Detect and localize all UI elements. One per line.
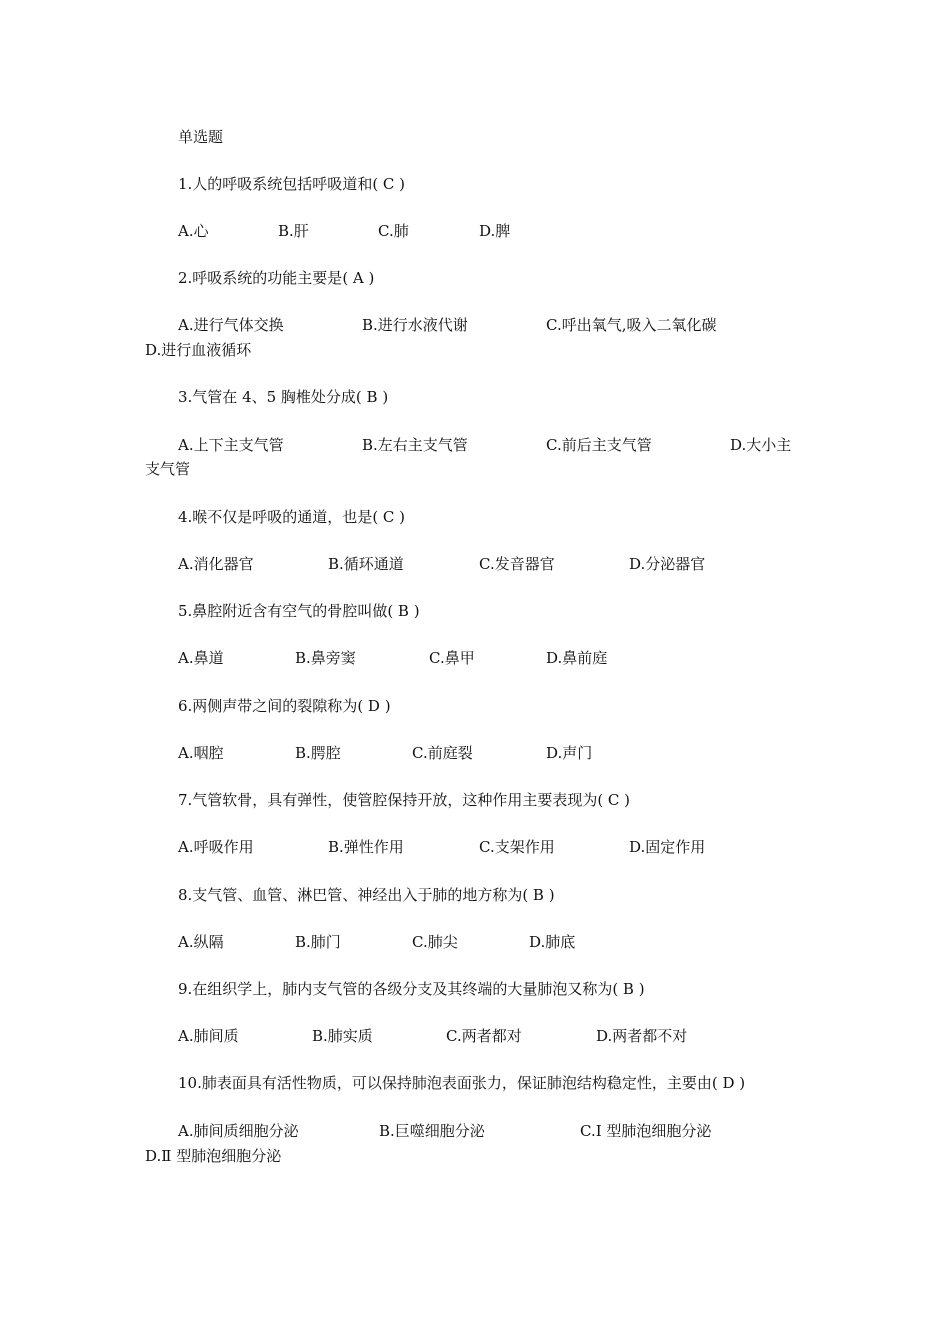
- question-10-options-wrap: [145, 1144, 825, 1168]
- question-1-option-d: D.脾: [479, 222, 511, 240]
- question-4-option-c: C.发音器官: [479, 555, 555, 573]
- question-9-option-a: A.肺间质: [178, 1027, 239, 1045]
- question-10-option-a: A.肺间质细胞分泌: [178, 1122, 299, 1140]
- question-9-option-b: B.肺实质: [312, 1027, 373, 1045]
- question-2-option-a: A.进行气体交换: [178, 316, 284, 334]
- question-1-stem: 1.人的呼吸系统包括呼吸道和( C ): [178, 175, 406, 193]
- question-2-options: [145, 313, 858, 337]
- question-5-option-d: D.鼻前庭: [546, 649, 608, 667]
- question-9-option-d: D.两者都不对: [596, 1027, 688, 1045]
- question-7-option-c: C.支架作用: [479, 838, 555, 856]
- question-2-option-c: C.呼出氧气,吸入二氧化碳: [546, 316, 717, 334]
- question-3-option-d-start: D.大小主: [730, 436, 792, 454]
- question-5-option-b: B.鼻旁窦: [295, 649, 356, 667]
- question-1-option-b: B.肝: [278, 222, 309, 240]
- question-3-options: [145, 433, 858, 457]
- question-3-option-a: A.上下主支气管: [178, 436, 284, 454]
- question-4-option-d: D.分泌器官: [629, 555, 706, 573]
- question-8-option-a: A.纵隔: [178, 933, 224, 951]
- question-7-options: [145, 835, 858, 859]
- question-3-option-c: C.前后主支气管: [546, 436, 652, 454]
- question-4-option-b: B.循环通道: [328, 555, 404, 573]
- question-6-option-b: B.腭腔: [295, 744, 341, 762]
- question-4-stem: 4.喉不仅是呼吸的通道，也是( C ): [178, 508, 406, 526]
- question-6-option-a: A.咽腔: [178, 744, 224, 762]
- question-4-option-a: A.消化器官: [178, 555, 254, 573]
- question-3-options-wrap: [145, 457, 825, 481]
- question-8-stem: 8.支气管、血管、淋巴管、神经出入于肺的地方称为( B ): [178, 886, 555, 904]
- question-10-option-c: C.Ⅰ 型肺泡细胞分泌: [580, 1122, 712, 1140]
- question-3-option-d-end: 支气管: [145, 460, 191, 478]
- question-3-option-b: B.左右主支气管: [362, 436, 468, 454]
- question-10-option-b: B.巨噬细胞分泌: [379, 1122, 485, 1140]
- question-7-stem: 7.气管软骨，具有弹性，使管腔保持开放，这种作用主要表现为( C ): [178, 791, 631, 809]
- question-8-option-b: B.肺门: [295, 933, 341, 951]
- question-7-option-a: A.呼吸作用: [178, 838, 254, 856]
- question-2-option-b: B.进行水液代谢: [362, 316, 468, 334]
- question-9-option-c: C.两者都对: [446, 1027, 522, 1045]
- question-1-option-c: C.肺: [378, 222, 409, 240]
- question-1-option-a: A.心: [178, 222, 209, 240]
- section-title: 单选题: [178, 128, 224, 146]
- question-9-stem: 9.在组织学上，肺内支气管的各级分支及其终端的大量肺泡又称为( B ): [178, 980, 645, 998]
- question-5-options: [145, 646, 858, 670]
- question-5-option-a: A.鼻道: [178, 649, 224, 667]
- question-9-options: [145, 1024, 858, 1048]
- question-2-stem: 2.呼吸系统的功能主要是( A ): [178, 269, 375, 287]
- question-2-options-wrap: [145, 338, 825, 362]
- question-8-options: [145, 930, 858, 954]
- question-5-option-c: C.鼻甲: [429, 649, 475, 667]
- question-6-option-d: D.声门: [546, 744, 593, 762]
- question-5-stem: 5.鼻腔附近含有空气的骨腔叫做( B ): [178, 602, 420, 620]
- question-6-stem: 6.两侧声带之间的裂隙称为( D ): [178, 697, 391, 715]
- question-10-option-d: D.Ⅱ 型肺泡细胞分泌: [145, 1147, 282, 1165]
- question-8-option-d: D.肺底: [529, 933, 576, 951]
- question-6-option-c: C.前庭裂: [412, 744, 473, 762]
- question-1-options: [145, 219, 858, 243]
- question-7-option-d: D.固定作用: [629, 838, 706, 856]
- question-2-option-d: D.进行血液循环: [145, 341, 252, 359]
- question-3-stem: 3.气管在 4、5 胸椎处分成( B ): [178, 388, 389, 406]
- question-6-options: [145, 741, 858, 765]
- question-10-stem: 10.肺表面具有活性物质，可以保持肺泡表面张力，保证肺泡结构稳定性，主要由( D ): [178, 1074, 746, 1092]
- question-8-option-c: C.肺尖: [412, 933, 458, 951]
- question-4-options: [145, 552, 858, 576]
- question-7-option-b: B.弹性作用: [328, 838, 404, 856]
- question-10-options: [145, 1119, 858, 1143]
